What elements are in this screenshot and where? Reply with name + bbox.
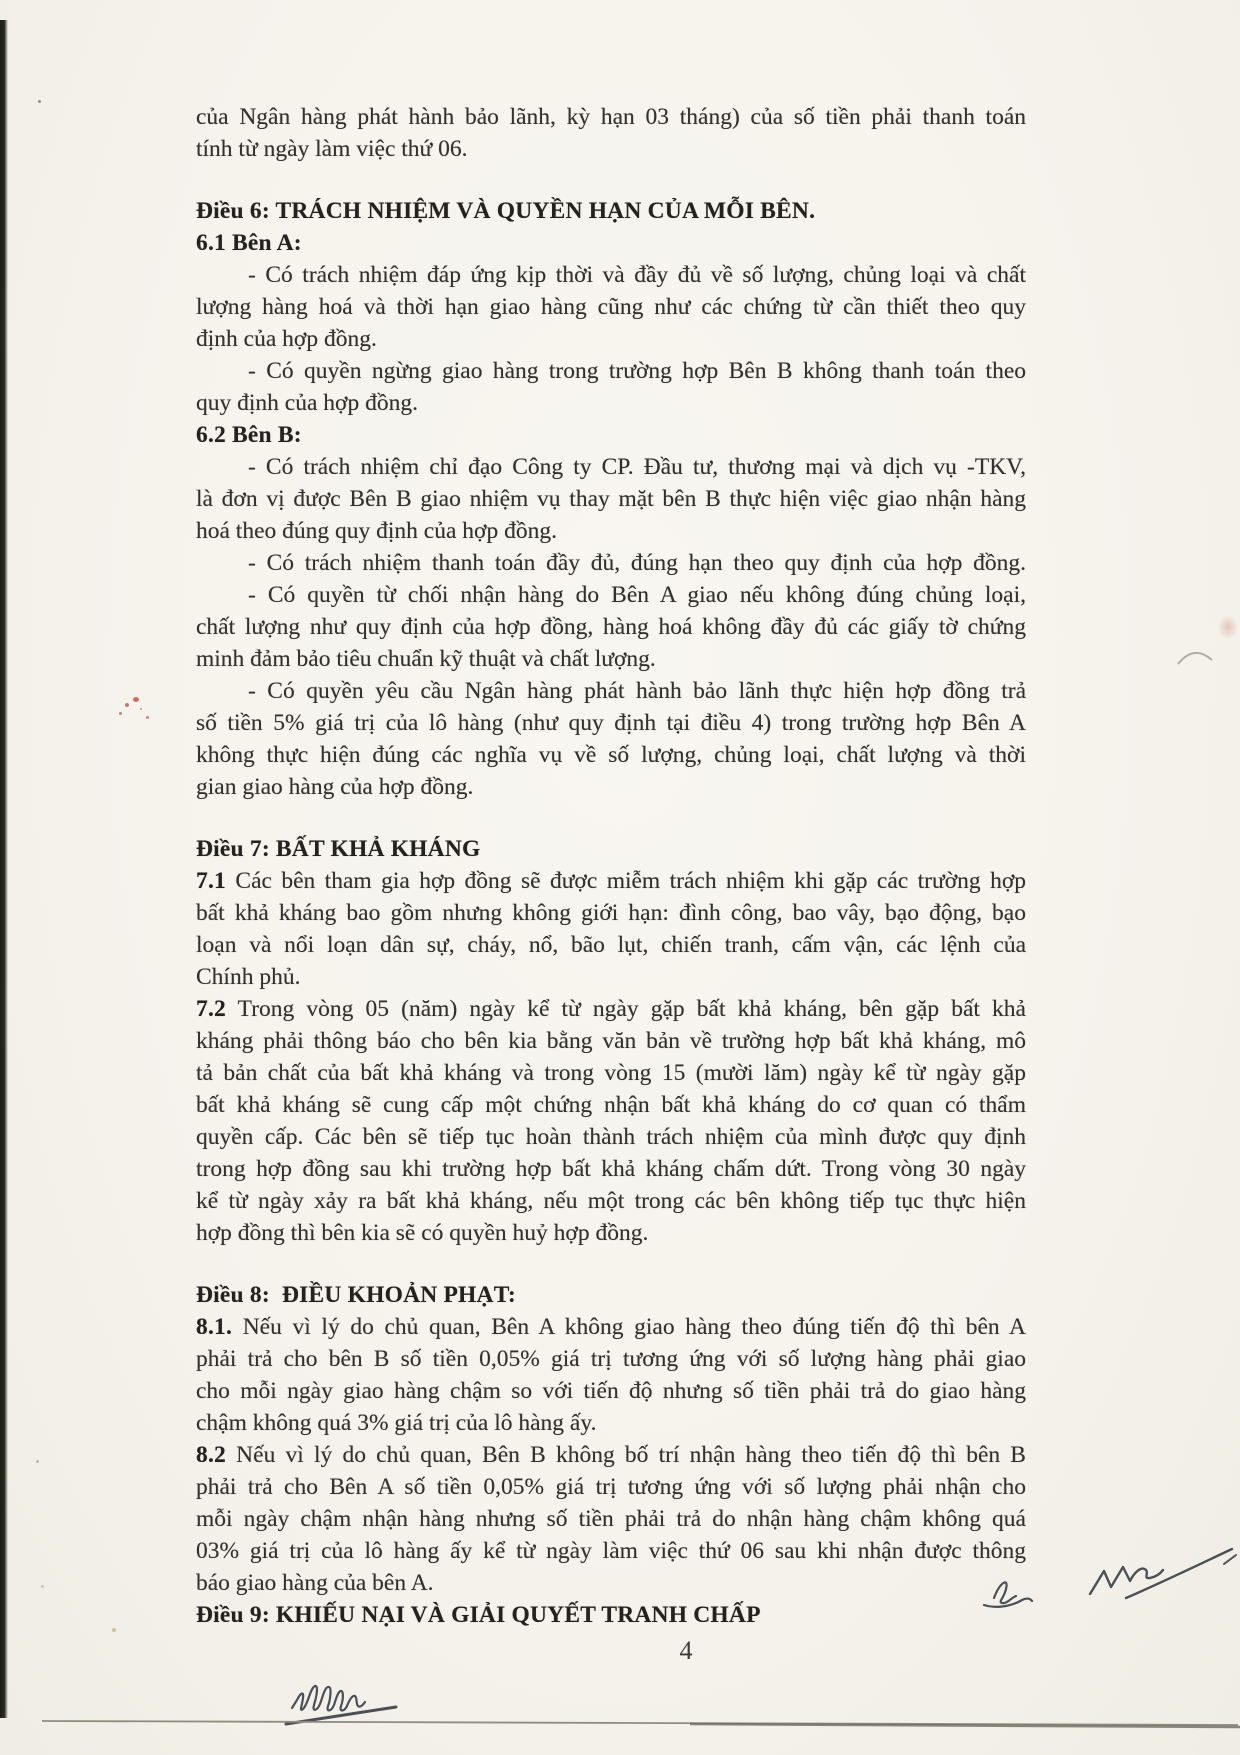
text-line: tả bản chất của bất khả kháng và trong vòng 15 (mười lăm) ngày kể từ ngày gặp [196,1060,1026,1086]
red-speck [125,703,129,707]
text-line: minh đảm bảo tiêu chuẩn kỹ thuật và chất lượng. [196,646,656,672]
pencil-arc-mark [1176,642,1214,670]
section-heading: Điều 7: BẤT KHẢ KHÁNG [196,836,481,862]
text-line: quy định của hợp đồng. [196,390,418,416]
red-smudge-mark [1214,610,1240,644]
text-line: quyền cấp. Các bên sẽ tiếp tục hoàn thành trách nhiệm của mình được quy định [196,1124,1026,1150]
text-line: 7.2 Trong vòng 05 (năm) ngày kể từ ngày gặp bất khả kháng, bên gặp bất khả [196,996,1026,1022]
text-line: Chính phủ. [196,964,301,990]
text-line: - Có trách nhiệm đáp ứng kịp thời và đầy đủ về số lượng, chủng loại và chất [248,262,1026,288]
text-line: 8.1. Nếu vì lý do chủ quan, Bên A không giao hàng theo đúng tiến độ thì bên A [196,1314,1026,1340]
red-speck [140,708,142,710]
text-line: - Có quyền từ chối nhận hàng do Bên A giao nếu không đúng chủng loại, [248,582,1026,608]
text-line: mỗi ngày chậm nhận hàng nhưng số tiền phải trả do nhận hàng chậm không quá [196,1506,1026,1532]
section-heading: Điều 9: KHIẾU NẠI VÀ GIẢI QUYẾT TRANH CHẤP [196,1602,761,1628]
text-line: hợp đồng thì bên kia sẽ có quyền huỷ hợp đồng. [196,1220,649,1246]
subsection-heading: 6.2 Bên B: [196,422,302,448]
red-speck [119,712,122,715]
text-line: tính từ ngày làm việc thứ 06. [196,136,468,162]
text-line: - Có quyền yêu cầu Ngân hàng phát hành bảo lãnh thực hiện hợp đồng trả [248,678,1026,704]
text-line: gian giao hàng của hợp đồng. [196,774,474,800]
scanner-edge-strip [0,20,8,1718]
text-line: không thực hiện đúng các nghĩa vụ về số lượng, chủng loại, chất lượng và thời [196,742,1026,768]
text-line: là đơn vị được Bên B giao nhiệm vụ thay mặt bên B thực hiện việc giao nhận hàng [196,486,1026,512]
scan-speck [41,1585,44,1588]
text-line: chậm không quá 3% giá trị của lô hàng ấy. [196,1410,597,1436]
subsection-heading: 6.1 Bên A: [196,230,302,256]
text-line: loạn và nổi loạn dân sự, cháy, nổ, bão lụt, chiến tranh, cấm vận, các lệnh của [196,932,1026,958]
text-line: hoá theo đúng quy định của hợp đồng. [196,518,557,544]
page-bottom-shadow-line [0,1712,1240,1734]
red-speck [146,716,149,719]
text-line: lượng hàng hoá và thời hạn giao hàng cũng như các chứng từ cần thiết theo quy [196,294,1026,320]
red-speck [133,697,139,702]
text-line: - Có quyền ngừng giao hàng trong trường hợp Bên B không thanh toán theo [248,358,1026,384]
text-line: - Có trách nhiệm chỉ đạo Công ty CP. Đầu tư, thương mại và dịch vụ -TKV, [248,454,1026,480]
scan-speck [38,100,41,103]
text-line: trong hợp đồng sau khi trường hợp bất khả kháng chấm dứt. Trong vòng 30 ngày [196,1156,1026,1182]
text-line: định của hợp đồng. [196,326,377,352]
text-line: 03% giá trị của lô hàng ấy kể từ ngày làm việc thứ 06 sau khi nhận được thông [196,1538,1026,1564]
page-number: 4 [679,1636,693,1665]
text-line: 8.2 Nếu vì lý do chủ quan, Bên B không bố trí nhận hàng theo tiến độ thì bên B [196,1442,1026,1468]
text-line: phải trả cho bên B số tiền 0,05% giá trị tương ứng với số lượng hàng phải giao [196,1346,1026,1372]
text-line: chất lượng như quy định của hợp đồng, hàng hoá không đầy đủ các giấy tờ chứng [196,614,1026,640]
text-line: bất khả kháng sẽ cung cấp một chứng nhận bất khả kháng do cơ quan có thẩm [196,1092,1026,1118]
scan-speck [36,1460,39,1463]
section-heading: Điều 8: ĐIỀU KHOẢN PHẠT: [196,1282,516,1308]
text-line: kể từ ngày xảy ra bất khả kháng, nếu một trong các bên không tiếp tục thực hiện [196,1188,1026,1214]
text-line: báo giao hàng của bên A. [196,1570,434,1596]
text-line: - Có trách nhiệm thanh toán đầy đủ, đúng hạn theo quy định của hợp đồng. [248,550,1026,576]
scan-speck [112,1628,116,1632]
initials-paraph-1 [972,1572,1050,1616]
text-line: của Ngân hàng phát hành bảo lãnh, kỳ hạn 03 tháng) của số tiền phải thanh toán [196,104,1026,130]
text-line: cho mỗi ngày giao hàng chậm so với tiến độ nhưng số tiền phải trả do giao hàng [196,1378,1026,1404]
contract-text-block [196,101,1026,1631]
text-line: số tiền 5% giá trị của lô hàng (như quy định tại điều 4) trong trường hợp Bên A [196,710,1026,736]
text-line: kháng phải thông báo cho bên kia bằng văn bản về trường hợp bất khả kháng, mô [196,1028,1026,1054]
initials-paraph-2 [1078,1540,1240,1614]
text-line: bất khả kháng bao gồm nhưng không giới hạn: đình công, bao vây, bạo động, bạo [196,900,1026,926]
text-line: phải trả cho Bên A số tiền 0,05% giá trị tương ứng với số lượng phải nhận cho [196,1474,1026,1500]
text-line: 7.1 Các bên tham gia hợp đồng sẽ được miễm trách nhiệm khi gặp các trường hợp [196,868,1026,894]
section-heading: Điều 6: TRÁCH NHIỆM VÀ QUYỀN HẠN CỦA MỖI BÊN. [196,198,816,224]
